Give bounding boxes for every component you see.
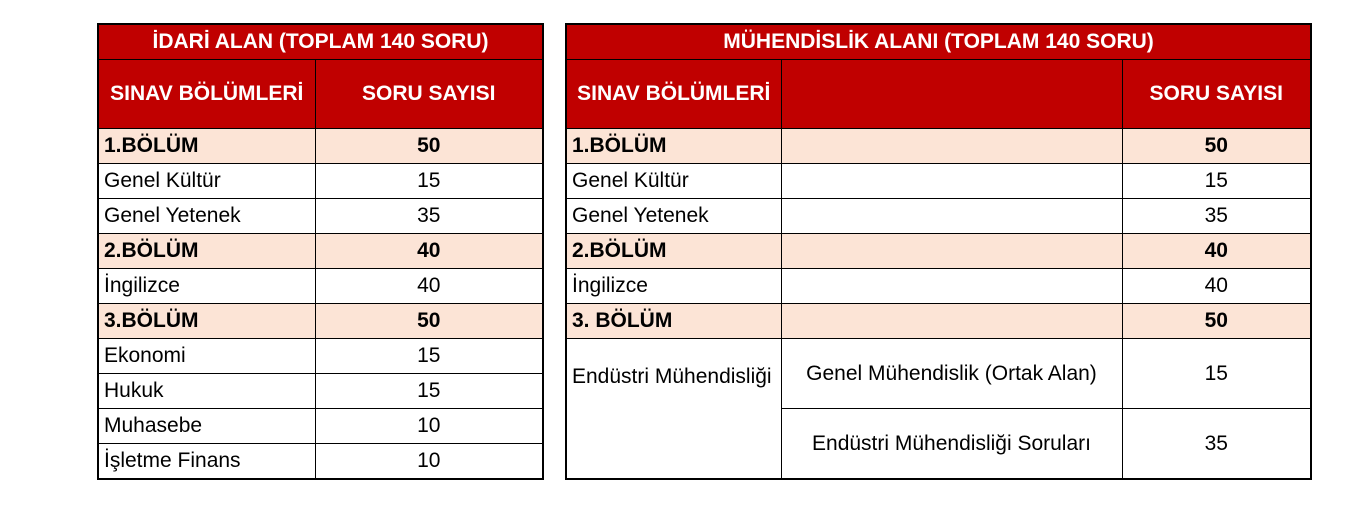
row-blank: [781, 129, 1122, 164]
table-row: [98, 234, 543, 269]
row-blank: [781, 304, 1122, 339]
idari-header-row: [98, 60, 543, 129]
row-count: 15: [1122, 164, 1311, 199]
muhendislik-col-blank: [781, 60, 1122, 129]
table-row: [98, 339, 543, 374]
row-blank: [781, 199, 1122, 234]
sub-row-label: Genel Mühendislik (Ortak Alan): [781, 339, 1122, 409]
row-label: Genel Yetenek: [98, 199, 315, 234]
table-row: [98, 199, 543, 234]
table-row: [566, 269, 1311, 304]
row-label: Genel Kültür: [566, 164, 781, 199]
row-label: İngilizce: [98, 269, 315, 304]
row-label: Muhasebe: [98, 409, 315, 444]
muhendislik-title: MÜHENDİSLİK ALANI (TOPLAM 140 SORU): [566, 24, 1311, 60]
table-row: [566, 234, 1311, 269]
row-blank: [781, 164, 1122, 199]
table-row: [566, 304, 1311, 339]
row-count: 50: [315, 129, 543, 164]
row-label: Genel Kültür: [98, 164, 315, 199]
sub-row-count: 35: [1122, 409, 1311, 480]
row-count: 50: [1122, 304, 1311, 339]
table-row: [98, 164, 543, 199]
row-count: 40: [315, 234, 543, 269]
row-label: İngilizce: [566, 269, 781, 304]
field-label: Endüstri Mühendisliği: [566, 339, 781, 480]
row-label: 2.BÖLÜM: [566, 234, 781, 269]
row-count: 40: [315, 269, 543, 304]
row-label: 1.BÖLÜM: [566, 129, 781, 164]
table-row: [566, 129, 1311, 164]
row-label: 1.BÖLÜM: [98, 129, 315, 164]
muhendislik-header-row: [566, 60, 1311, 129]
row-label: Genel Yetenek: [566, 199, 781, 234]
row-count: 10: [315, 444, 543, 480]
muhendislik-alani-table: [565, 23, 1312, 480]
idari-title: İDARİ ALAN (TOPLAM 140 SORU): [98, 24, 543, 60]
row-count: 40: [1122, 234, 1311, 269]
row-count: 15: [315, 164, 543, 199]
row-count: 15: [315, 374, 543, 409]
idari-col-count: SORU SAYISI: [315, 60, 543, 129]
row-blank: [781, 234, 1122, 269]
table-row: [98, 409, 543, 444]
table-row: [566, 199, 1311, 234]
table-row: [98, 269, 543, 304]
row-count: 50: [315, 304, 543, 339]
idari-title-row: [98, 24, 543, 60]
row-label: Ekonomi: [98, 339, 315, 374]
table-row: [98, 444, 543, 480]
row-label: 3.BÖLÜM: [98, 304, 315, 339]
row-label: Hukuk: [98, 374, 315, 409]
sub-row-count: 15: [1122, 339, 1311, 409]
row-label: 3. BÖLÜM: [566, 304, 781, 339]
row-count: 10: [315, 409, 543, 444]
muhendislik-title-row: [566, 24, 1311, 60]
table-row: [566, 339, 1311, 409]
idari-col-section: SINAV BÖLÜMLERİ: [98, 60, 315, 129]
row-count: 50: [1122, 129, 1311, 164]
table-row: [98, 374, 543, 409]
muhendislik-col-section: SINAV BÖLÜMLERİ: [566, 60, 781, 129]
table-row: [566, 164, 1311, 199]
table-row: [98, 304, 543, 339]
row-label: 2.BÖLÜM: [98, 234, 315, 269]
row-count: 35: [315, 199, 543, 234]
row-count: 15: [315, 339, 543, 374]
row-count: 40: [1122, 269, 1311, 304]
sub-row-label: Endüstri Mühendisliği Soruları: [781, 409, 1122, 480]
table-row: [98, 129, 543, 164]
row-count: 35: [1122, 199, 1311, 234]
idari-alan-table: [97, 23, 544, 480]
row-blank: [781, 269, 1122, 304]
muhendislik-col-count: SORU SAYISI: [1122, 60, 1311, 129]
row-label: İşletme Finans: [98, 444, 315, 480]
